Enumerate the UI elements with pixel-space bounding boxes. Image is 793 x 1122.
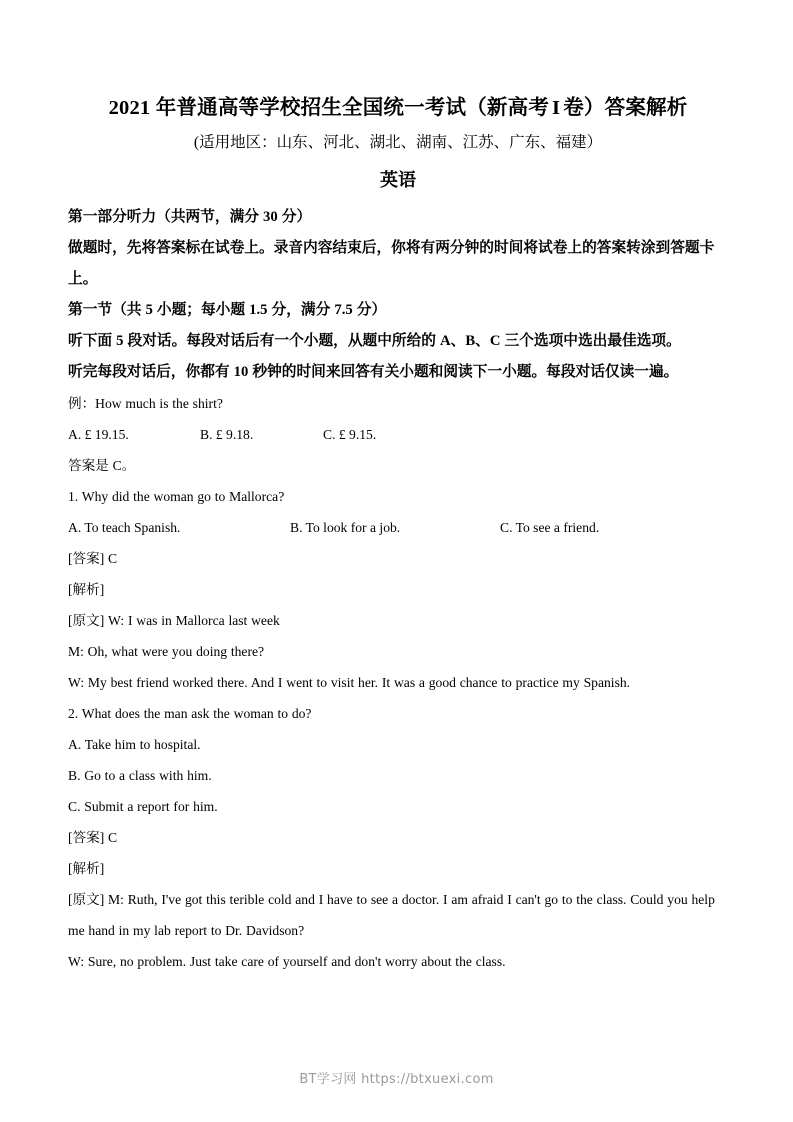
question-1-transcript-line-1: [原文] W: I was in Mallorca last week	[68, 613, 280, 628]
question-2-analysis-label: [解析]	[68, 861, 105, 876]
question-1-answer-label: [答案] C	[68, 551, 118, 566]
example-option-a: A. £ 19.15.	[68, 427, 129, 442]
question-2-option-a: A. Take him to hospital.	[68, 737, 201, 752]
section-one-directions-line2: 听完每段对话后，你都有 10 秒钟的时间来回答有关小题和阅读下一小题。每段对话仅读一遍。	[68, 364, 679, 380]
footer-watermark: BT学习网 https://btxuexi.com	[299, 1072, 494, 1087]
question-2-transcript-line-2: W: Sure, no problem. Just take care of yourself and don't worry about the class.	[68, 954, 506, 969]
example-prompt: 例：How much is the shirt?	[68, 396, 223, 411]
example-options	[68, 419, 728, 450]
question-1-stem: 1. Why did the woman go to Mallorca?	[68, 489, 285, 504]
question-2-stem: 2. What does the man ask the woman to do?	[68, 706, 312, 721]
question-2-option-b: B. Go to a class with him.	[68, 768, 212, 783]
section-one-heading: 第一节（共 5 小题；每小题 1.5 分，满分 7.5 分）	[68, 302, 387, 318]
page-title	[68, 92, 728, 124]
title-text-part2: 卷）答案解析	[563, 97, 688, 119]
question-1-transcript-line-2: M: Oh, what were you doing there?	[68, 644, 265, 659]
question-1-option-c: C. To see a friend.	[500, 520, 600, 535]
question-2-option-c: C. Submit a report for him.	[68, 799, 218, 814]
part-one-instruction: 做题时，先将答案标在试卷上。录音内容结束后，你将有两分钟的时间将试卷上的答案转涂到答题卡上。	[68, 240, 715, 287]
question-2-transcript-line-1: [原文] M: Ruth, I've got this terible cold and I have to see a doctor. I am afraid I can't go to the class. Could you help me hand in my lab report to Dr. Davidson?	[68, 892, 715, 938]
title-roman-numeral: I	[552, 97, 561, 119]
example-answer: 答案是 C。	[68, 458, 136, 473]
title-year: 2021	[108, 97, 151, 119]
subject-heading: 英语	[380, 170, 416, 190]
question-1-options	[68, 512, 728, 543]
document-content	[68, 92, 728, 977]
question-1-option-b: B. To look for a job.	[290, 520, 401, 535]
document-subtitle: (适用地区：山东、河北、湖北、湖南、江苏、广东、福建）	[193, 134, 603, 151]
example-option-c: C. £ 9.15.	[323, 427, 377, 442]
example-option-b: B. £ 9.18.	[200, 427, 254, 442]
part-one-heading: 第一部分听力（共两节，满分 30 分）	[68, 209, 312, 225]
question-2-answer-label: [答案] C	[68, 830, 118, 845]
section-one-directions-line1: 听下面 5 段对话。每段对话后有一个小题，从题中所给的 A、B、C 三个选项中选出最佳选项。	[68, 333, 681, 349]
title-text-part1: 年普通高等学校招生全国统一考试（新高考	[155, 97, 550, 119]
question-1-analysis-label: [解析]	[68, 582, 105, 597]
question-1-transcript-line-3: W: My best friend worked there. And I went to visit her. It was a good chance to practice my Spanish.	[68, 675, 631, 690]
question-1-option-a: A. To teach Spanish.	[68, 520, 181, 535]
